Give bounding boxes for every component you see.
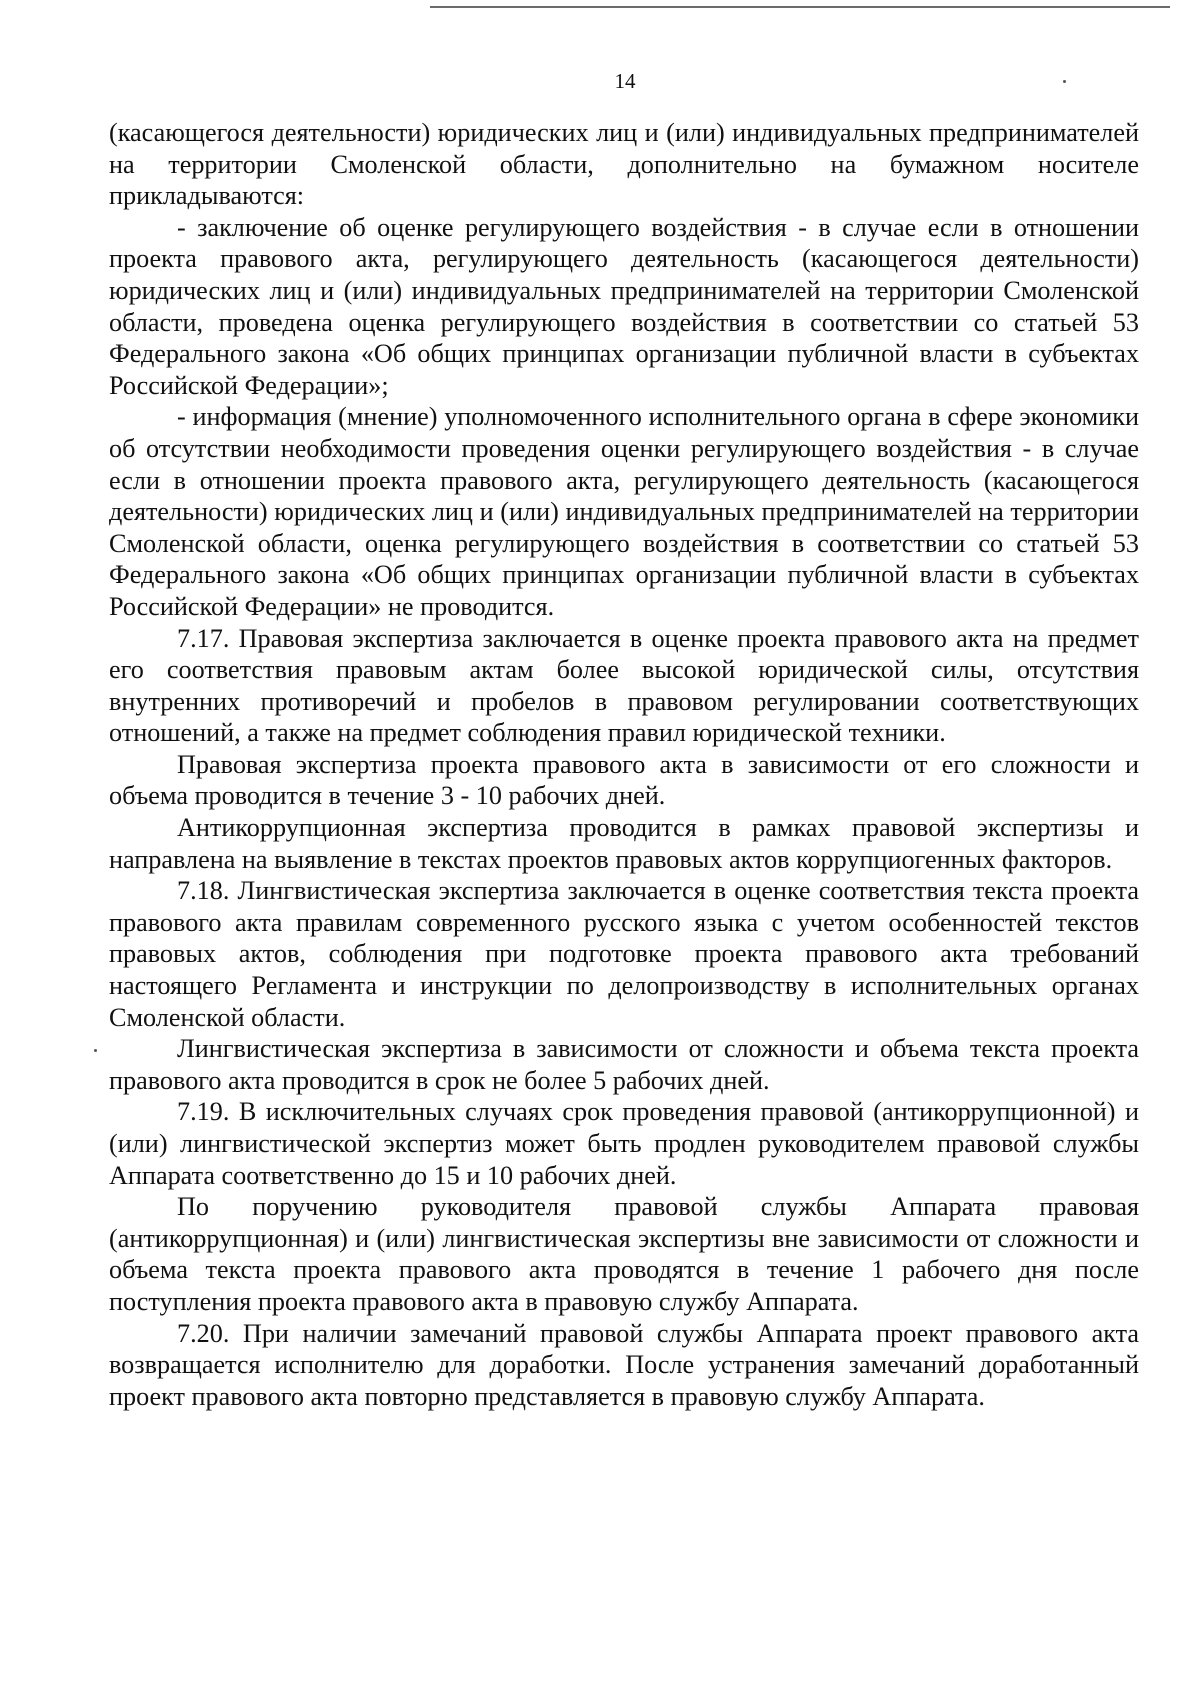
scan-speck (94, 1049, 97, 1052)
paragraph-anticorruption-expertise: Антикоррупционная экспертиза проводится в рамках правовой экспертизы и направлена на выявление в текстах проектов правовых актов коррупциогенных факторов. (109, 813, 1139, 874)
paragraph-attachments-intro: (касающегося деятельности) юридических лиц и (или) индивидуальных предпринимателей на территории Смоленской области, дополнительно на бумажном носителе прикладываются: (109, 118, 1139, 211)
paragraph-urgent-expertise: По поручению руководителя правовой службы Аппарата правовая (антикоррупционная) и (или) лингвистическая экспертизы вне зависимости от сложности и объема текста проекта правового акта проводятся в течение 1 рабочего дня после поступления проекта правового акта в правовую службу Аппарата. (109, 1192, 1139, 1316)
paragraph-7-17-legal-expertise: 7.17. Правовая экспертиза заключается в оценке проекта правового акта на предмет его соответствия правовым актам более высокой юридической силы, отсутствия внутренних противоречий и пробелов в правовом регулировании соответствующих отношений, а также на предмет соблюдения правил юридической техники. (109, 623, 1139, 748)
scan-top-edge-line (430, 6, 1170, 8)
paragraph-regulatory-impact-conclusion: - заключение об оценке регулирующего воздействия - в случае если в отношении проекта правового акта, регулирующего деятельность (касающегося деятельности) юридических лиц и (или) индивидуальных предпринимателей на территории Смоленской области, проведена оценка регулирующего воздействия в соответствии со статьей 53 Федерального закона «Об общих принципах организации публичной власти в субъектах Российской Федерации»; (109, 212, 1139, 400)
paragraph-7-19-term-extension: 7.19. В исключительных случаях срок проведения правовой (антикоррупционной) и (или) лингвистической экспертиз может быть продлен руководителем правовой службы Аппарата соответственно до 15 и 10 рабочих дней. (109, 1097, 1139, 1190)
document-body (109, 117, 1139, 1412)
paragraph-7-20-remarks-return: 7.20. При наличии замечаний правовой службы Аппарата проект правового акта возвращается исполнителю для доработки. После устранения замечаний доработанный проект правового акта повторно представляется в правовую службу Аппарата. (109, 1318, 1139, 1411)
paragraph-7-18-linguistic-expertise: 7.18. Лингвистическая экспертиза заключается в оценке соответствия текста проекта правового акта правилам современного русского языка с учетом особенностей текстов правовых актов, соблюдения при подготовке проекта правового акта требований настоящего Регламента и инструкции по делопроизводству в исполнительных органах Смоленской области. (109, 876, 1139, 1032)
paragraph-linguistic-expertise-term: Лингвистическая экспертиза в зависимости от сложности и объема текста проекта правового акта проводится в срок не более 5 рабочих дней. (109, 1034, 1139, 1095)
paragraph-legal-expertise-term: Правовая экспертиза проекта правового акта в зависимости от его сложности и объема проводится в течение 3 - 10 рабочих дней. (109, 749, 1139, 811)
page-number: 14 (614, 69, 636, 93)
paragraph-economic-body-opinion: - информация (мнение) уполномоченного исполнительного органа в сфере экономики об отсутствии необходимости проведения оценки регулирующего воздействия - в случае если в отношении проекта правового акта, регулирующего деятельность (касающегося деятельности) юридических лиц и (или) индивидуальных предпринимателей на территории Смоленской области, оценка регулирующего воздействия в соответствии со статьей 53 Федерального закона «Об общих принципах организации публичной власти в субъектах Российской Федерации» не проводится. (109, 402, 1139, 621)
